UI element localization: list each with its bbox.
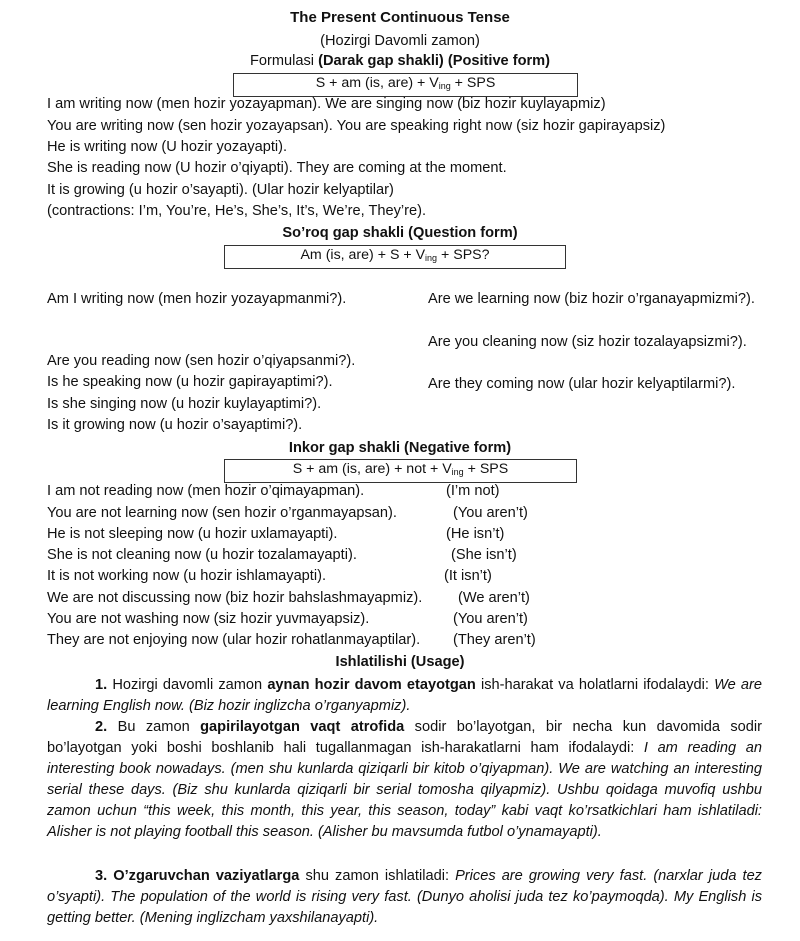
negative-short: (She isn’t) <box>451 547 517 563</box>
question-left-line: Is it growing now (u hozir o’sayaptimi?). <box>47 417 303 433</box>
question-formula-pre: Am (is, are) + S + V <box>300 247 426 263</box>
usage-number: 1. <box>95 677 108 693</box>
positive-line: You are writing now (sen hozir yozayapsan). You are speaking right now (siz hozir gapirayapsiz) <box>47 118 666 134</box>
negative-short: (I’m not) <box>446 483 500 499</box>
negative-line: You are not washing now (siz hozir yuvmayapsiz). <box>47 611 370 627</box>
question-formula-post: + SPS? <box>437 247 490 263</box>
usage-paragraph-2 <box>47 717 762 843</box>
positive-formula-box <box>233 73 578 97</box>
question-left-line: Are you reading now (sen hozir o’qiyapsanmi?). <box>47 353 356 369</box>
negative-short: (You aren’t) <box>453 611 528 627</box>
negative-line: I am not reading now (men hozir o’qimayapman). <box>47 483 365 499</box>
positive-line: (contractions: I’m, You’re, He’s, She’s, It’s, We’re, They’re). <box>47 203 427 219</box>
usage-emphasis: aynan hozir davom etayotgan <box>267 677 476 693</box>
usage-example: Prices are growing very fast. (narxlar juda tez o’syapti). The population of the world is rising very fast. (Dunyo aholisi juda tez ko’paymoqda). My English is getting better. (Mening inglizcham yaxshilanayapti). <box>47 868 762 926</box>
negative-formula-post: + SPS <box>463 461 509 477</box>
ing-subscript: ing <box>451 467 464 477</box>
ing-subscript: ing <box>425 253 438 263</box>
usage-text: shu zamon ishlatiladi: <box>299 868 456 884</box>
negative-short: (He isn’t) <box>446 526 505 542</box>
usage-paragraph-1 <box>47 675 762 717</box>
question-formula-box <box>224 245 566 269</box>
usage-text: Hozirgi davomli zamon <box>107 677 268 693</box>
usage-example: I am reading an interesting book nowadays. (men shu kunlarda qiziqarli bir kitob o’qiyapman). We are watching an interesting serial these days. (Biz shu kunlarda qiziqarli bir serial tomosha qilyapmiz). Ushbu qoidaga muvofiq ushbu zamon uchun “this week, this month, this year, this season, today” kabi vaqt ko’rsatkichlari ham ishlatiladi: Alisher is not playing football this season. (Alisher bu mavsumda futbol o’ynamayapti). <box>47 740 762 840</box>
negative-formula-pre: S + am (is, are) + not + V <box>292 461 452 477</box>
negative-short: (It isn’t) <box>444 568 492 584</box>
question-left-line: Is he speaking now (u hozir gapirayaptimi?). <box>47 374 333 390</box>
usage-emphasis: O’zgaruvchan vaziyatlarga <box>107 868 300 884</box>
usage-text: Bu zamon <box>107 719 201 735</box>
usage-example: We are learning English now. (Biz hozir inglizcha o’rganyapmiz). <box>47 677 763 714</box>
question-left-line: Is she singing now (u hozir kuylayaptimi?). <box>47 396 322 412</box>
positive-heading <box>0 53 800 69</box>
question-left-first: Am I writing now (men hozir yozayapmanmi?). <box>47 291 347 307</box>
negative-line: She is not cleaning now (u hozir tozalamayapti). <box>47 547 357 563</box>
positive-line: I am writing now (men hozir yozayapman). We are singing now (biz hozir kuylayapmiz) <box>47 96 606 112</box>
usage-emphasis: gapirilayotgan vaqt atrofida <box>200 719 405 735</box>
ing-subscript: ing <box>438 81 451 91</box>
question-right-3: Are they coming now (ular hozir kelyaptilarmi?). <box>428 376 736 392</box>
question-heading: So’roq gap shakli (Question form) <box>282 225 518 241</box>
usage-text: sodir bo’layotgan, bir necha kun davomida sodir bo’layotgan yoki boshi boshlanib hali tugallanmagan ish-harakatlarni ham ifodalaydi: <box>47 719 763 756</box>
positive-formula-pre: S + am (is, are) + V <box>315 75 439 91</box>
usage-text: ish-harakat va holatlarni ifodalaydi: <box>475 677 715 693</box>
question-right-1: Are we learning now (biz hozir o’rganayapmizmi?). <box>428 291 755 307</box>
negative-heading: Inkor gap shakli (Negative form) <box>288 440 512 456</box>
negative-line: He is not sleeping now (u hozir uxlamayapti). <box>47 526 338 542</box>
negative-line: They are not enjoying now (ular hozir rohatlanmayaptilar). <box>47 632 421 648</box>
negative-line: It is not working now (u hozir ishlamayapti). <box>47 568 327 584</box>
negative-formula-box <box>224 459 577 483</box>
positive-label: (Darak gap shakli) (Positive form) <box>318 53 551 69</box>
formula-label: Formulasi <box>249 53 315 69</box>
usage-number: 2. <box>95 719 108 735</box>
question-right-2: Are you cleaning now (siz hozir tozalayapsizmi?). <box>428 334 747 350</box>
negative-short: (We aren’t) <box>458 590 530 606</box>
page-title: The Present Continuous Tense <box>290 9 510 26</box>
page-subtitle: (Hozirgi Davomli zamon) <box>320 33 480 49</box>
positive-line: He is writing now (U hozir yozayapti). <box>47 139 288 155</box>
positive-line: It is growing (u hozir o’sayapti). (Ular hozir kelyaptilar) <box>47 182 394 198</box>
usage-paragraph-3 <box>47 866 762 929</box>
negative-line: We are not discussing now (biz hozir bahslashmayapmiz). <box>47 590 423 606</box>
negative-short: (They aren’t) <box>453 632 536 648</box>
usage-heading: Ishlatilishi (Usage) <box>335 654 465 670</box>
negative-line: You are not learning now (sen hozir o’rganmayapsan). <box>47 505 397 521</box>
positive-line: She is reading now (U hozir o’qiyapti). They are coming at the moment. <box>47 160 507 176</box>
negative-short: (You aren’t) <box>453 505 528 521</box>
positive-formula-post: + SPS <box>450 75 496 91</box>
usage-number: 3. <box>95 868 108 884</box>
